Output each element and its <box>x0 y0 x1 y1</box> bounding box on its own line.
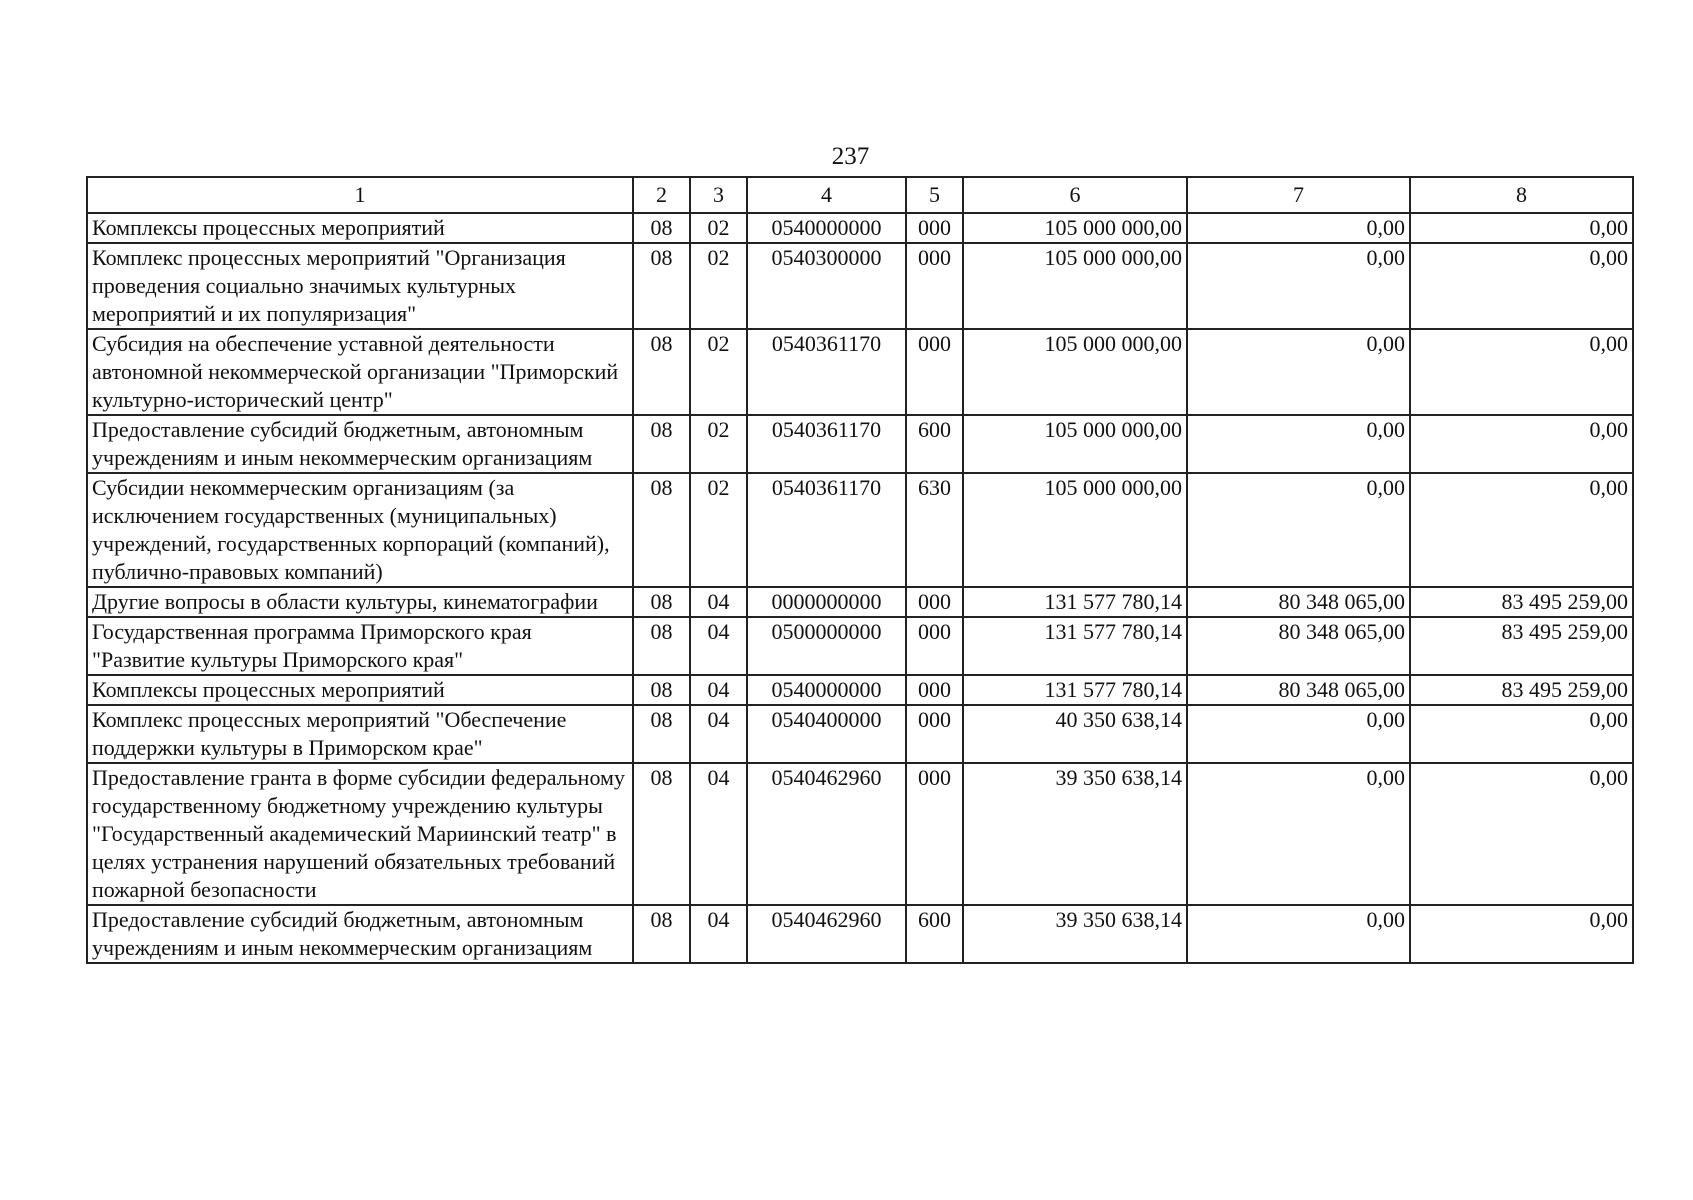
section-code: 08 <box>633 675 690 705</box>
amount-col-6: 131 577 780,14 <box>963 617 1187 675</box>
expense-type-code: 600 <box>906 415 963 473</box>
subsection-code: 02 <box>690 243 747 329</box>
section-code: 08 <box>633 705 690 763</box>
expense-type-code: 630 <box>906 473 963 587</box>
amount-col-8: 0,00 <box>1410 213 1633 243</box>
expense-type-code: 000 <box>906 243 963 329</box>
row-name: Комплекс процессных мероприятий "Обеспечение поддержки культуры в Приморском крае" <box>87 705 633 763</box>
amount-col-7: 80 348 065,00 <box>1187 617 1410 675</box>
target-article-code: 0540361170 <box>747 415 906 473</box>
expense-type-code: 000 <box>906 587 963 617</box>
page-number: 237 <box>831 143 870 170</box>
header-cell: 6 <box>963 177 1187 213</box>
amount-col-6: 40 350 638,14 <box>963 705 1187 763</box>
target-article-code: 0540462960 <box>747 763 906 905</box>
row-name: Государственная программа Приморского края "Развитие культуры Приморского края" <box>87 617 633 675</box>
section-code: 08 <box>633 587 690 617</box>
target-article-code: 0540400000 <box>747 705 906 763</box>
section-code: 08 <box>633 473 690 587</box>
subsection-code: 04 <box>690 705 747 763</box>
table-row <box>87 675 1633 705</box>
amount-col-7: 0,00 <box>1187 243 1410 329</box>
row-name: Предоставление субсидий бюджетным, автономным учреждениям и иным некоммерческим организациям <box>87 415 633 473</box>
header-cell: 3 <box>690 177 747 213</box>
amount-col-6: 105 000 000,00 <box>963 415 1187 473</box>
row-name: Другие вопросы в области культуры, кинематографии <box>87 587 633 617</box>
amount-col-8: 0,00 <box>1410 763 1633 905</box>
subsection-code: 04 <box>690 617 747 675</box>
subsection-code: 02 <box>690 415 747 473</box>
amount-col-7: 0,00 <box>1187 329 1410 415</box>
table-row <box>87 617 1633 675</box>
section-code: 08 <box>633 213 690 243</box>
row-name: Предоставление гранта в форме субсидии федеральному государственному бюджетному учреждению культуры "Государственный академический Мариинский театр" в целях устранения нарушений обязательных требований пожарной безопасности <box>87 763 633 905</box>
header-cell: 1 <box>87 177 633 213</box>
expense-type-code: 000 <box>906 213 963 243</box>
target-article-code: 0540000000 <box>747 213 906 243</box>
table-row <box>87 213 1633 243</box>
table-row <box>87 415 1633 473</box>
amount-col-8: 83 495 259,00 <box>1410 617 1633 675</box>
amount-col-6: 105 000 000,00 <box>963 213 1187 243</box>
section-code: 08 <box>633 415 690 473</box>
amount-col-7: 0,00 <box>1187 705 1410 763</box>
amount-col-7: 0,00 <box>1187 905 1410 963</box>
header-row <box>87 177 1633 213</box>
target-article-code: 0500000000 <box>747 617 906 675</box>
amount-col-8: 0,00 <box>1410 705 1633 763</box>
header-cell: 5 <box>906 177 963 213</box>
row-name: Комплекс процессных мероприятий "Организация проведения социально значимых культурных мероприятий и их популяризация" <box>87 243 633 329</box>
amount-col-7: 80 348 065,00 <box>1187 675 1410 705</box>
target-article-code: 0540000000 <box>747 675 906 705</box>
subsection-code: 04 <box>690 763 747 905</box>
amount-col-6: 131 577 780,14 <box>963 675 1187 705</box>
subsection-code: 02 <box>690 329 747 415</box>
amount-col-6: 131 577 780,14 <box>963 587 1187 617</box>
table-row <box>87 329 1633 415</box>
table-row <box>87 905 1633 963</box>
header-cell: 8 <box>1410 177 1633 213</box>
subsection-code: 02 <box>690 213 747 243</box>
target-article-code: 0540462960 <box>747 905 906 963</box>
amount-col-6: 39 350 638,14 <box>963 905 1187 963</box>
target-article-code: 0540361170 <box>747 473 906 587</box>
table-row <box>87 587 1633 617</box>
amount-col-6: 105 000 000,00 <box>963 243 1187 329</box>
amount-col-7: 0,00 <box>1187 213 1410 243</box>
table-row <box>87 243 1633 329</box>
section-code: 08 <box>633 329 690 415</box>
expense-type-code: 000 <box>906 617 963 675</box>
amount-col-8: 0,00 <box>1410 415 1633 473</box>
target-article-code: 0000000000 <box>747 587 906 617</box>
target-article-code: 0540361170 <box>747 329 906 415</box>
table-row <box>87 705 1633 763</box>
amount-col-8: 83 495 259,00 <box>1410 675 1633 705</box>
expense-type-code: 000 <box>906 675 963 705</box>
amount-col-8: 0,00 <box>1410 329 1633 415</box>
row-name: Комплексы процессных мероприятий <box>87 213 633 243</box>
subsection-code: 04 <box>690 675 747 705</box>
subsection-code: 04 <box>690 587 747 617</box>
section-code: 08 <box>633 763 690 905</box>
amount-col-7: 0,00 <box>1187 415 1410 473</box>
expense-type-code: 000 <box>906 763 963 905</box>
header-cell: 7 <box>1187 177 1410 213</box>
budget-table <box>86 176 1634 964</box>
header-cell: 2 <box>633 177 690 213</box>
amount-col-7: 0,00 <box>1187 763 1410 905</box>
target-article-code: 0540300000 <box>747 243 906 329</box>
table-row <box>87 473 1633 587</box>
amount-col-6: 105 000 000,00 <box>963 473 1187 587</box>
subsection-code: 04 <box>690 905 747 963</box>
table-row <box>87 763 1633 905</box>
expense-type-code: 000 <box>906 329 963 415</box>
section-code: 08 <box>633 243 690 329</box>
amount-col-6: 39 350 638,14 <box>963 763 1187 905</box>
expense-type-code: 000 <box>906 705 963 763</box>
amount-col-8: 0,00 <box>1410 473 1633 587</box>
section-code: 08 <box>633 905 690 963</box>
expense-type-code: 600 <box>906 905 963 963</box>
amount-col-8: 0,00 <box>1410 905 1633 963</box>
amount-col-7: 0,00 <box>1187 473 1410 587</box>
amount-col-8: 0,00 <box>1410 243 1633 329</box>
row-name: Комплексы процессных мероприятий <box>87 675 633 705</box>
section-code: 08 <box>633 617 690 675</box>
row-name: Предоставление субсидий бюджетным, автономным учреждениям и иным некоммерческим организациям <box>87 905 633 963</box>
row-name: Субсидии некоммерческим организациям (за исключением государственных (муниципальных) учреждений, государственных корпораций (компаний), публично-правовых компаний) <box>87 473 633 587</box>
amount-col-8: 83 495 259,00 <box>1410 587 1633 617</box>
row-name: Субсидия на обеспечение уставной деятельности автономной некоммерческой организации "Приморский культурно-исторический центр" <box>87 329 633 415</box>
amount-col-7: 80 348 065,00 <box>1187 587 1410 617</box>
header-cell: 4 <box>747 177 906 213</box>
amount-col-6: 105 000 000,00 <box>963 329 1187 415</box>
subsection-code: 02 <box>690 473 747 587</box>
